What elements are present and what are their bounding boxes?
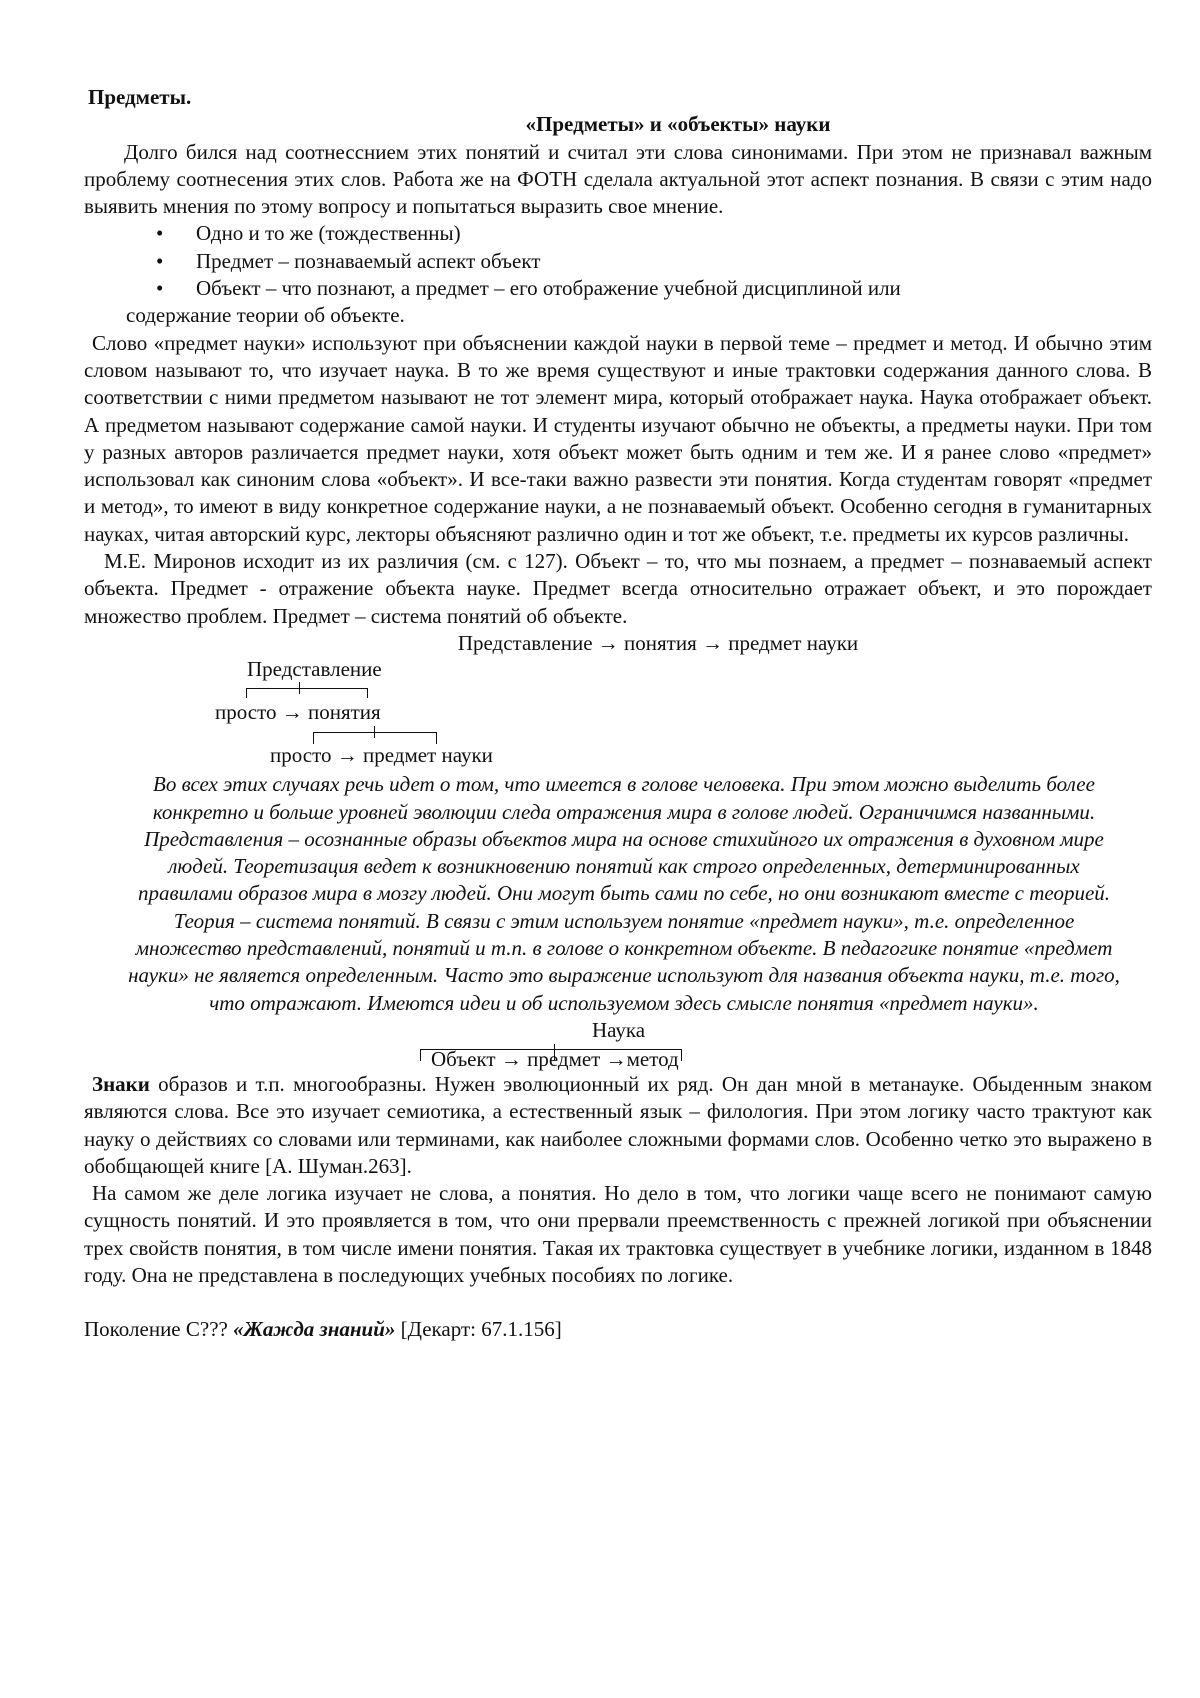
- bold-term: Знаки: [92, 1071, 150, 1096]
- footer-prefix: Поколение С???: [84, 1317, 234, 1342]
- paragraph-subject: Слово «предмет науки» используют при объяснении каждой науки в первой теме – предмет и метод. И обычно этим словом называют то, что изучает наука. В то же время существуют и иные трактовки содержания данного слова. В соответствии с ними предметом называют не тот элемент мира, который отображает наука. Наука отображает объект. А предметом называют содержание самой науки. И студенты изучают обычно не объекты, а предметы науки. При том у разных авторов различается предмет науки, хотя объект может быть одним и тем же. И я ранее слово «предмет» использовал как синоним слова «объект». И все-таки важно развести эти понятия. Когда студентам говорят «предмет и метод», то имеют в виду конкретное содержание науки, а не познаваемый объект. Особенно сегодня в гуманитарных науках, читая авторский курс, лекторы объясняют различно один и тот же объект, т.е. предметы их курсов различны.: [84, 330, 1152, 546]
- list-item: [84, 220, 1152, 247]
- footer-reference: [Декарт: 67.1.156]: [395, 1317, 562, 1342]
- bullet-list: [84, 220, 1152, 329]
- footer-line: [84, 1316, 1152, 1343]
- diagram-bracket-right: [681, 1049, 682, 1061]
- section-heading: Предметы.: [88, 85, 192, 109]
- document-body: [84, 84, 1152, 1344]
- list-item-text-continued: содержание теории об объекте.: [126, 303, 405, 328]
- bullet-icon: •: [156, 221, 164, 246]
- diagram-bottom-label: Объект → предмет →метод: [431, 1046, 679, 1071]
- diagram-mid-label: просто → понятия: [215, 700, 381, 725]
- diagram-bracket: [313, 732, 437, 733]
- diagram-bracket-left: [246, 688, 247, 698]
- bullet-icon: •: [156, 248, 164, 273]
- list-item: [84, 248, 1152, 275]
- paragraph-logic: На самом же деле логика изучает не слова, а понятия. Но дело в том, что логики чаще всего не понимают самую сущность понятий. И это проявляется в том, что они прервали преемственность с прежней логикой при объяснении трех свойств понятия, в том числе имени понятия. Такая их трактовка существует в учебнике логики, изданном в 1848 году. Она не представлена в последующих учебных пособиях по логике.: [84, 1181, 1152, 1287]
- list-item-text: Объект – что познают, а предмет – его отображение учебной дисциплиной или: [196, 276, 901, 301]
- bullet-icon: •: [156, 276, 164, 301]
- footer-bold-title: «Жажда знаний»: [233, 1317, 396, 1342]
- paragraph-signs-text: образов и т.п. многообразны. Нужен эволюционный их ряд. Он дан мной в метанауке. Обыденным знаком являются слова. Все это изучает семиотика, а естественный язык – филология. При этом логику часто трактуют как науку о действиях со словами или терминами, как наиболее сложными формами слов. Особенно четко это выражено в обобщающей книге [А. Шуман.263].: [84, 1071, 1152, 1178]
- paragraph-mironov: М.Е. Миронов исходит из их различия (см. с 127). Объект – то, что мы познаем, а предмет – познаваемый аспект объекта. Предмет - отражение объекта науке. Предмет всегда относительно отражает объект, и это порождает множество проблем. Предмет – система понятий об объекте.: [84, 549, 1152, 628]
- italic-commentary: Во всех этих случаях речь идет о том, что имеется в голове человека. При этом можно выделить более конкретно и больше уровней эволюции следа отражения мира в голове людей. Ограничимся названными. Представления – осознанные образы объектов мира на основе стихийного их отражения в духовном мире людей. Теоретизация ведет к возникновению понятий как строго определенных, детерминированных правилами образов мира в мозгу людей. Они могут быть сами по себе, но они возникают вместе с теорией. Теория – система понятий. В связи с этим используем понятие «предмет науки», т.е. определенное множество представлений, понятий и т.п. в голове о конкретном объекте. В педагогике понятие «предмет науки» не является определенным. Часто это выражение используют для названия объекта науки, т.е. того, что отражают. Имеются идеи и об используемом здесь смысле понятия «предмет науки».: [128, 772, 1120, 1015]
- document-title: «Предметы» и «объекты» науки: [525, 112, 831, 137]
- diagram-bracket: [246, 688, 368, 689]
- formula-line: Представление → понятия → предмет науки: [457, 630, 859, 655]
- paragraph-intro: Долго бился над соотнесснием этих понятий и считал эти слова синонимами. При этом не признавал важным проблему соотнесения этих слов. Работа же на ФОТН сделала актуальной этот аспект познания. В связи с этим надо выявить мнения по этому вопросу и попытаться выразить свое мнение.: [84, 139, 1152, 219]
- concept-diagram: [84, 657, 1152, 771]
- list-item-text: Одно и то же (тождественны): [196, 221, 461, 246]
- diagram-top-label: Наука: [592, 1017, 646, 1042]
- paragraph-signs: [84, 1071, 1152, 1180]
- diagram-bracket-right: [367, 688, 368, 698]
- diagram-bracket-left: [420, 1049, 421, 1061]
- diagram-top-label: Представление: [247, 657, 382, 682]
- diagram-bottom-label: просто → предмет науки: [270, 743, 493, 768]
- science-diagram: [84, 1017, 1152, 1071]
- list-item-text: Предмет – познаваемый аспект объект: [196, 248, 541, 273]
- list-item: [84, 275, 1152, 330]
